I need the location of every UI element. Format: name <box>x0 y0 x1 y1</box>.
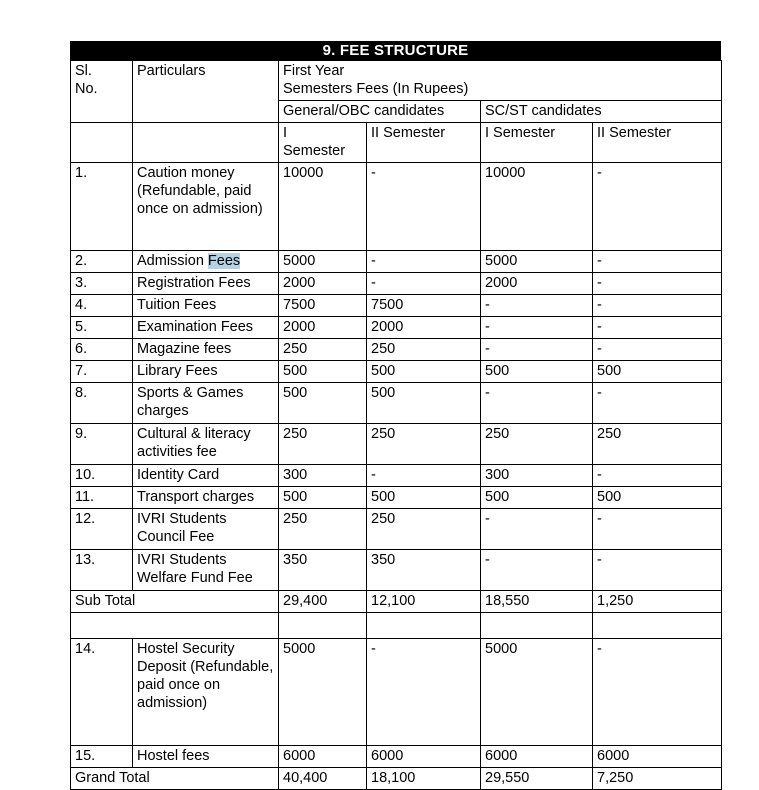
cell-scst-sem2: - <box>593 465 722 487</box>
spacer-cell-gen-sem2 <box>367 613 481 639</box>
sub-total-gen-sem2: 12,100 <box>367 591 481 613</box>
cell-scst-sem1: - <box>481 339 593 361</box>
sub-total-label: Sub Total <box>71 591 279 613</box>
cell-scst-sem2: - <box>593 383 722 424</box>
cell-particulars: Magazine fees <box>133 339 279 361</box>
cell-gen-sem1: 5000 <box>279 639 367 746</box>
fee-structure-table <box>70 60 722 790</box>
cell-sl-no: 4. <box>71 295 133 317</box>
header-sl-line1: Sl. <box>75 63 92 79</box>
cell-particulars: Tuition Fees <box>133 295 279 317</box>
cell-particulars: Library Fees <box>133 361 279 383</box>
spacer-row <box>71 613 722 639</box>
cell-particulars: IVRI Students Council Fee <box>133 509 279 550</box>
grand-total-label: Grand Total <box>71 768 279 790</box>
cell-scst-sem1: 6000 <box>481 746 593 768</box>
cell-particulars: Examination Fees <box>133 317 279 339</box>
table-row <box>71 251 722 273</box>
table-row <box>71 339 722 361</box>
table-row <box>71 424 722 465</box>
cell-sl-no: 2. <box>71 251 133 273</box>
grand-total-scst-sem2: 7,250 <box>593 768 722 790</box>
cell-sl-no: 7. <box>71 361 133 383</box>
cell-particulars: Caution money (Refundable, paid once on admission) <box>133 163 279 251</box>
cell-gen-sem1: 2000 <box>279 273 367 295</box>
cell-sl-no: 5. <box>71 317 133 339</box>
cell-gen-sem2: 500 <box>367 361 481 383</box>
cell-gen-sem2: 250 <box>367 424 481 465</box>
header-gen-sem1-line1: I <box>283 125 288 141</box>
cell-particulars: IVRI Students Welfare Fund Fee <box>133 550 279 591</box>
particulars-text-selected: Fees <box>207 253 241 269</box>
cell-gen-sem2: - <box>367 251 481 273</box>
header-cell-sc-st: SC/ST candidates <box>481 101 722 123</box>
cell-sl-no: 3. <box>71 273 133 295</box>
cell-gen-sem1: 7500 <box>279 295 367 317</box>
table-row <box>71 383 722 424</box>
header-cell-first-year <box>279 61 722 101</box>
cell-scst-sem1: - <box>481 509 593 550</box>
cell-sl-no: 1. <box>71 163 133 251</box>
cell-scst-sem1: - <box>481 295 593 317</box>
cell-sl-no: 12. <box>71 509 133 550</box>
header-cell-scst-sem2: II Semester <box>593 123 722 163</box>
cell-sl-no: 6. <box>71 339 133 361</box>
cell-sl-no: 15. <box>71 746 133 768</box>
cell-gen-sem1: 6000 <box>279 746 367 768</box>
spacer-cell-label <box>71 613 279 639</box>
cell-gen-sem2: - <box>367 163 481 251</box>
grand-total-row <box>71 768 722 790</box>
cell-particulars: Registration Fees <box>133 273 279 295</box>
cell-scst-sem1: 2000 <box>481 273 593 295</box>
cell-scst-sem2: - <box>593 339 722 361</box>
cell-gen-sem1: 300 <box>279 465 367 487</box>
cell-gen-sem2: 250 <box>367 339 481 361</box>
cell-gen-sem1: 500 <box>279 487 367 509</box>
cell-scst-sem2: - <box>593 550 722 591</box>
cell-gen-sem2: 7500 <box>367 295 481 317</box>
spacer-cell-scst-sem1 <box>481 613 593 639</box>
cell-gen-sem2: - <box>367 273 481 295</box>
cell-scst-sem1: - <box>481 383 593 424</box>
header-cell-sl-no <box>71 61 133 123</box>
fee-structure-table-container <box>70 41 721 790</box>
cell-gen-sem2: 500 <box>367 487 481 509</box>
cell-scst-sem1: 10000 <box>481 163 593 251</box>
cell-particulars: Cultural & literacy activities fee <box>133 424 279 465</box>
cell-scst-sem2: - <box>593 317 722 339</box>
cell-scst-sem1: 5000 <box>481 639 593 746</box>
cell-particulars: Hostel Security Deposit (Refundable, paid once on admission) <box>133 639 279 746</box>
header-cell-gen-sem2: II Semester <box>367 123 481 163</box>
cell-scst-sem2: - <box>593 639 722 746</box>
grand-total-gen-sem2: 18,100 <box>367 768 481 790</box>
cell-gen-sem1: 500 <box>279 361 367 383</box>
header-spacer-sl-no <box>71 123 133 163</box>
cell-scst-sem1: - <box>481 550 593 591</box>
cell-particulars: Identity Card <box>133 465 279 487</box>
cell-gen-sem2: 250 <box>367 509 481 550</box>
cell-scst-sem2: 250 <box>593 424 722 465</box>
header-cell-gen-sem1 <box>279 123 367 163</box>
table-row <box>71 509 722 550</box>
sub-total-scst-sem2: 1,250 <box>593 591 722 613</box>
cell-scst-sem2: - <box>593 273 722 295</box>
header-gen-sem1-line2: Semester <box>283 143 346 159</box>
cell-gen-sem2: - <box>367 639 481 746</box>
cell-gen-sem2: 2000 <box>367 317 481 339</box>
cell-gen-sem1: 2000 <box>279 317 367 339</box>
cell-scst-sem2: - <box>593 295 722 317</box>
cell-gen-sem1: 250 <box>279 339 367 361</box>
sub-total-gen-sem1: 29,400 <box>279 591 367 613</box>
cell-scst-sem2: - <box>593 163 722 251</box>
cell-scst-sem2: 500 <box>593 361 722 383</box>
table-row <box>71 163 722 251</box>
header-cell-scst-sem1: I Semester <box>481 123 593 163</box>
cell-sl-no: 9. <box>71 424 133 465</box>
header-first-year-line2: Semesters Fees (In Rupees) <box>283 81 469 97</box>
grand-total-gen-sem1: 40,400 <box>279 768 367 790</box>
cell-scst-sem2: 500 <box>593 487 722 509</box>
cell-sl-no: 11. <box>71 487 133 509</box>
table-row <box>71 273 722 295</box>
sub-total-scst-sem1: 18,550 <box>481 591 593 613</box>
cell-scst-sem1: 5000 <box>481 251 593 273</box>
cell-scst-sem1: 500 <box>481 487 593 509</box>
cell-sl-no: 14. <box>71 639 133 746</box>
cell-scst-sem2: 6000 <box>593 746 722 768</box>
cell-scst-sem1: - <box>481 317 593 339</box>
table-row <box>71 295 722 317</box>
header-cell-general-obc: General/OBC candidates <box>279 101 481 123</box>
table-row <box>71 639 722 746</box>
cell-scst-sem1: 300 <box>481 465 593 487</box>
header-sl-line2: No. <box>75 81 98 97</box>
header-cell-particulars: Particulars <box>133 61 279 123</box>
header-spacer-particulars <box>133 123 279 163</box>
spacer-cell-scst-sem2 <box>593 613 722 639</box>
cell-gen-sem1: 10000 <box>279 163 367 251</box>
cell-gen-sem2: - <box>367 465 481 487</box>
particulars-text-plain: Admission <box>137 253 208 269</box>
table-row <box>71 465 722 487</box>
cell-gen-sem2: 500 <box>367 383 481 424</box>
cell-gen-sem1: 250 <box>279 424 367 465</box>
section-title-bar: 9. FEE STRUCTURE <box>70 41 721 60</box>
cell-particulars: Transport charges <box>133 487 279 509</box>
cell-gen-sem1: 350 <box>279 550 367 591</box>
cell-particulars: Hostel fees <box>133 746 279 768</box>
grand-total-scst-sem1: 29,550 <box>481 768 593 790</box>
cell-scst-sem1: 500 <box>481 361 593 383</box>
cell-gen-sem2: 6000 <box>367 746 481 768</box>
table-header-row-3 <box>71 123 722 163</box>
cell-particulars <box>133 251 279 273</box>
cell-gen-sem1: 5000 <box>279 251 367 273</box>
table-row <box>71 317 722 339</box>
cell-gen-sem2: 350 <box>367 550 481 591</box>
table-header-row-1 <box>71 61 722 101</box>
sub-total-row <box>71 591 722 613</box>
spacer-cell-gen-sem1 <box>279 613 367 639</box>
cell-sl-no: 13. <box>71 550 133 591</box>
table-row <box>71 487 722 509</box>
cell-scst-sem2: - <box>593 509 722 550</box>
header-first-year-line1: First Year <box>283 63 345 79</box>
cell-sl-no: 10. <box>71 465 133 487</box>
table-row <box>71 361 722 383</box>
table-row <box>71 746 722 768</box>
cell-sl-no: 8. <box>71 383 133 424</box>
cell-gen-sem1: 250 <box>279 509 367 550</box>
cell-scst-sem2: - <box>593 251 722 273</box>
cell-particulars: Sports & Games charges <box>133 383 279 424</box>
cell-scst-sem1: 250 <box>481 424 593 465</box>
table-row <box>71 550 722 591</box>
cell-gen-sem1: 500 <box>279 383 367 424</box>
